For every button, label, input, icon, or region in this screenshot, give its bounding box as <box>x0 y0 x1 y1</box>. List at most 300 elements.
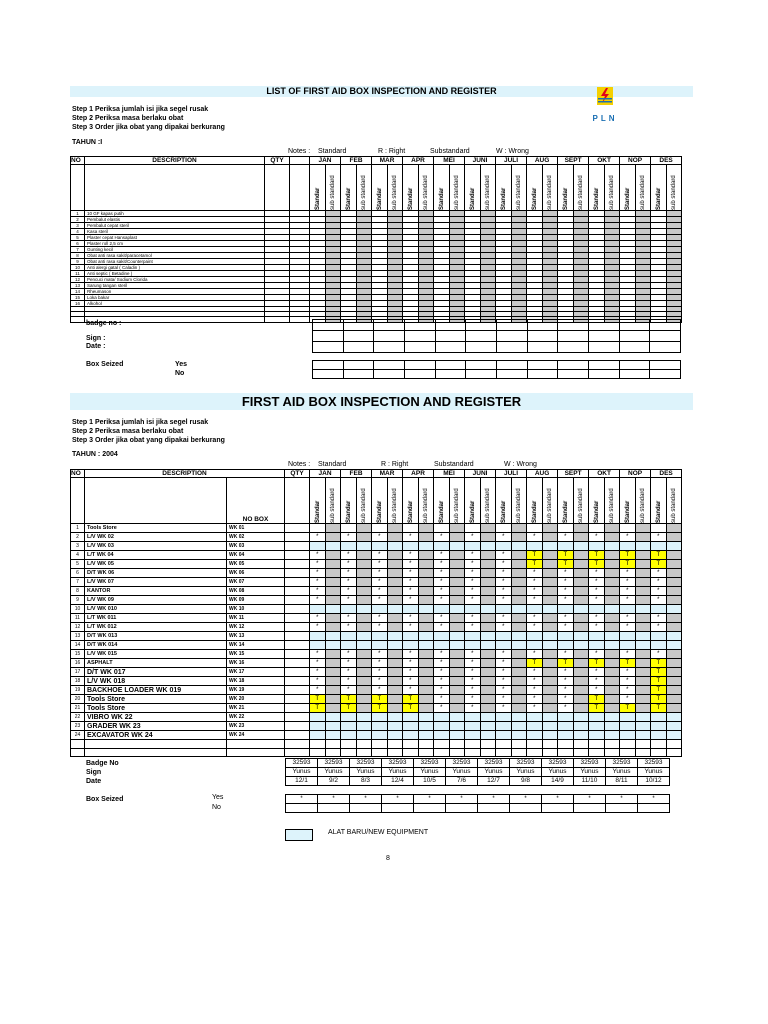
mark-cell <box>496 731 512 740</box>
month-header: MAR <box>372 157 403 165</box>
bottom-title: FIRST AID BOX INSPECTION AND REGISTER <box>70 393 693 410</box>
mark-cell: * <box>341 650 357 659</box>
mark-cell: * <box>465 695 481 704</box>
mark-cell <box>310 731 326 740</box>
mark-cell: * <box>496 614 512 623</box>
mark-cell: * <box>589 614 605 623</box>
sign-cell: Yunus <box>318 768 350 777</box>
top-inspection-table <box>70 156 682 323</box>
row-box: WK 01 <box>227 524 285 533</box>
mark-cell: * <box>558 623 574 632</box>
sub-substandard-label: sub standard <box>635 478 651 524</box>
item-no: 6 <box>71 241 85 247</box>
mark-cell <box>434 632 450 641</box>
sign-cell: Yunus <box>638 768 670 777</box>
table-row <box>71 533 682 542</box>
mark-cell: * <box>434 578 450 587</box>
sub-standard-label: Standar <box>403 478 419 524</box>
mark-cell <box>403 542 419 551</box>
sub-standard-label: Standar <box>651 165 667 211</box>
mark-cell <box>651 713 667 722</box>
mark-cell <box>403 524 419 533</box>
table-row <box>71 668 682 677</box>
table-row <box>286 759 670 768</box>
mark-cell: * <box>651 623 667 632</box>
month-header: SEPT <box>558 470 589 478</box>
table-row <box>71 713 682 722</box>
sign-cell: Yunus <box>446 768 478 777</box>
sign-cell: Yunus <box>574 768 606 777</box>
badge-cell: 32593 <box>638 759 670 768</box>
mark-cell <box>558 641 574 650</box>
mark-cell: * <box>434 704 450 713</box>
mark-cell: * <box>403 677 419 686</box>
mark-cell: * <box>558 677 574 686</box>
mark-cell: * <box>403 659 419 668</box>
table-row <box>71 578 682 587</box>
mark-cell: * <box>403 614 419 623</box>
mark-cell <box>620 524 636 533</box>
mark-cell <box>496 542 512 551</box>
mark-cell: * <box>589 668 605 677</box>
mark-cell: T <box>403 695 419 704</box>
mark-cell: * <box>620 533 636 542</box>
mark-cell: * <box>465 569 481 578</box>
bottom-seize-table <box>285 794 670 813</box>
row-box: WK 22 <box>227 713 285 722</box>
bottom-badge-label: Badge No <box>86 760 119 767</box>
mark-cell: * <box>651 596 667 605</box>
item-desc: Sarung tangan steril <box>85 283 265 289</box>
mark-cell: * <box>372 596 388 605</box>
row-box: WK 15 <box>227 650 285 659</box>
sub-substandard-label: sub standard <box>325 165 341 211</box>
mark-cell: T <box>589 695 605 704</box>
sub-substandard-label: sub standard <box>418 478 434 524</box>
mark-cell: T <box>620 659 636 668</box>
mark-cell <box>527 524 543 533</box>
mark-cell: * <box>465 659 481 668</box>
mark-cell: * <box>310 650 326 659</box>
mark-cell <box>372 524 388 533</box>
mark-cell: * <box>527 569 543 578</box>
sub-standard-label: Standar <box>372 165 388 211</box>
pln-logo-text: PLN <box>592 114 618 123</box>
mark-cell: * <box>558 650 574 659</box>
mark-cell: * <box>465 551 481 560</box>
mark-cell: * <box>372 533 388 542</box>
date-cell: 10/5 <box>414 777 446 786</box>
month-header: SEPT <box>558 157 589 165</box>
mark-cell: * <box>465 668 481 677</box>
mark-cell: * <box>434 650 450 659</box>
sign-cell: Yunus <box>478 768 510 777</box>
mark-cell <box>527 542 543 551</box>
row-box: WK 20 <box>227 695 285 704</box>
sub-substandard-label: sub standard <box>511 165 527 211</box>
mark-cell <box>558 542 574 551</box>
table-row <box>71 740 682 749</box>
item-desc: Rheumason <box>85 289 265 295</box>
month-header: DES <box>651 157 682 165</box>
mark-cell: * <box>496 551 512 560</box>
mark-cell: * <box>496 623 512 632</box>
mark-cell: * <box>558 704 574 713</box>
mark-cell: * <box>558 668 574 677</box>
mark-cell <box>403 722 419 731</box>
sub-substandard-label: sub standard <box>449 478 465 524</box>
mark-cell <box>403 731 419 740</box>
row-desc: L/V WK 07 <box>85 578 227 587</box>
mark-cell <box>527 632 543 641</box>
mark-cell <box>651 632 667 641</box>
mark-cell: * <box>589 623 605 632</box>
mark-cell: * <box>372 659 388 668</box>
row-no: 21 <box>71 704 85 713</box>
mark-cell: * <box>434 686 450 695</box>
sub-standard-label: Standar <box>465 165 481 211</box>
mark-cell: T <box>372 695 388 704</box>
mark-cell: * <box>527 686 543 695</box>
top-box-seized-label: Box Seized <box>86 361 124 368</box>
row-no: 24 <box>71 731 85 740</box>
mark-cell <box>620 731 636 740</box>
seized-yes-cell: * <box>606 795 638 804</box>
mark-cell <box>496 605 512 614</box>
sub-substandard-label: sub standard <box>480 165 496 211</box>
sub-standard-label: Standar <box>620 165 636 211</box>
mark-cell: * <box>558 587 574 596</box>
mark-cell: * <box>527 695 543 704</box>
badge-cell: 32593 <box>446 759 478 768</box>
row-desc: D/T WK 06 <box>85 569 227 578</box>
mark-cell <box>372 722 388 731</box>
bottom-note-wrong: W : Wrong <box>504 461 537 468</box>
mark-cell <box>589 632 605 641</box>
row-desc: L/V WK 018 <box>85 677 227 686</box>
mark-cell: * <box>651 614 667 623</box>
sub-standard-label: Standar <box>496 165 512 211</box>
seized-yes-cell: * <box>574 795 606 804</box>
item-no: 5 <box>71 235 85 241</box>
mark-cell: * <box>527 533 543 542</box>
table-row <box>71 478 682 524</box>
sign-cell: Yunus <box>606 768 638 777</box>
row-desc: VIBRO WK 22 <box>85 713 227 722</box>
mark-cell <box>372 713 388 722</box>
mark-cell: T <box>341 695 357 704</box>
mark-cell: * <box>558 614 574 623</box>
row-box: WK 02 <box>227 533 285 542</box>
row-desc: L/V WK 010 <box>85 605 227 614</box>
mark-cell <box>310 722 326 731</box>
row-no: 10 <box>71 605 85 614</box>
row-no: 4 <box>71 551 85 560</box>
badge-cell: 32593 <box>574 759 606 768</box>
seized-yes-cell: * <box>542 795 574 804</box>
mark-cell: * <box>527 587 543 596</box>
seized-yes-cell: * <box>510 795 542 804</box>
sub-substandard-label: sub standard <box>325 478 341 524</box>
mark-cell: * <box>341 668 357 677</box>
table-row <box>71 748 682 757</box>
mark-cell: T <box>651 695 667 704</box>
mark-cell: * <box>589 578 605 587</box>
mark-cell: * <box>434 623 450 632</box>
mark-cell: * <box>403 533 419 542</box>
mark-cell: * <box>434 587 450 596</box>
mark-cell: * <box>527 596 543 605</box>
mark-cell: T <box>310 704 326 713</box>
month-header: JAN <box>310 470 341 478</box>
mark-cell <box>527 641 543 650</box>
mark-cell <box>558 605 574 614</box>
mark-cell <box>434 731 450 740</box>
mark-cell <box>465 632 481 641</box>
mark-cell: T <box>589 659 605 668</box>
mark-cell <box>465 605 481 614</box>
mark-cell: * <box>310 560 326 569</box>
mark-cell: * <box>620 596 636 605</box>
table-row <box>71 632 682 641</box>
date-cell: 7/6 <box>446 777 478 786</box>
page-number: 8 <box>386 855 390 862</box>
month-header: FEB <box>341 470 372 478</box>
mark-cell: * <box>310 587 326 596</box>
mark-cell <box>310 632 326 641</box>
table-row <box>71 596 682 605</box>
sign-cell: Yunus <box>414 768 446 777</box>
step-3: Step 3 Order jika obat yang dipakai berkurang <box>72 124 225 131</box>
sub-substandard-label: sub standard <box>449 165 465 211</box>
step-2: Step 2 Periksa masa berlaku obat <box>72 428 184 435</box>
item-no: 1 <box>71 211 85 217</box>
month-header: APR <box>403 470 434 478</box>
mark-cell <box>620 632 636 641</box>
mark-cell <box>341 713 357 722</box>
mark-cell <box>558 713 574 722</box>
table-row <box>71 731 682 740</box>
mark-cell: * <box>310 677 326 686</box>
table-row <box>286 804 670 813</box>
sub-standard-label: Standar <box>496 478 512 524</box>
table-row <box>286 777 670 786</box>
mark-cell <box>310 641 326 650</box>
row-box: WK 09 <box>227 596 285 605</box>
mark-cell: * <box>372 677 388 686</box>
badge-cell: 32593 <box>478 759 510 768</box>
sign-cell: Yunus <box>382 768 414 777</box>
col-qty: QTY <box>285 470 310 478</box>
mark-cell: * <box>434 569 450 578</box>
mark-cell <box>341 632 357 641</box>
mark-cell <box>465 722 481 731</box>
item-no: 8 <box>71 253 85 259</box>
row-desc: D/T WK 014 <box>85 641 227 650</box>
mark-cell: * <box>403 623 419 632</box>
row-no: 7 <box>71 578 85 587</box>
mark-cell: T <box>310 695 326 704</box>
mark-cell: T <box>589 551 605 560</box>
mark-cell <box>372 632 388 641</box>
mark-cell <box>620 641 636 650</box>
mark-cell: T <box>651 704 667 713</box>
item-desc: Anti septic ( Betadine ) <box>85 271 265 277</box>
mark-cell: * <box>651 587 667 596</box>
mark-cell: * <box>465 677 481 686</box>
bottom-note-substandard: Substandard <box>434 461 474 468</box>
mark-cell <box>403 641 419 650</box>
mark-cell: * <box>620 578 636 587</box>
row-box: WK 14 <box>227 641 285 650</box>
table-row <box>286 795 670 804</box>
mark-cell: * <box>496 704 512 713</box>
item-no: 15 <box>71 295 85 301</box>
mark-cell: * <box>310 578 326 587</box>
mark-cell: * <box>620 614 636 623</box>
mark-cell: * <box>620 668 636 677</box>
row-no: 3 <box>71 542 85 551</box>
date-cell: 12/1 <box>286 777 318 786</box>
date-cell: 9/8 <box>510 777 542 786</box>
mark-cell <box>496 632 512 641</box>
row-desc: Tools Store <box>85 695 227 704</box>
mark-cell: * <box>434 596 450 605</box>
top-note-substandard: Substandard <box>430 148 470 155</box>
row-desc: ASPHALT <box>85 659 227 668</box>
top-tahun: TAHUN :I <box>72 139 103 146</box>
mark-cell <box>496 713 512 722</box>
mark-cell: * <box>403 551 419 560</box>
sub-standard-label: Standar <box>341 478 357 524</box>
mark-cell: * <box>372 668 388 677</box>
row-no: 11 <box>71 614 85 623</box>
top-steps <box>72 105 225 132</box>
item-no: 14 <box>71 289 85 295</box>
table-row <box>71 524 682 533</box>
seized-yes-cell: * <box>382 795 414 804</box>
mark-cell: * <box>527 650 543 659</box>
row-no: 1 <box>71 524 85 533</box>
badge-cell: 32593 <box>382 759 414 768</box>
mark-cell: T <box>558 659 574 668</box>
pln-logo-icon <box>590 86 620 108</box>
row-desc: KANTOR <box>85 587 227 596</box>
mark-cell: * <box>496 533 512 542</box>
mark-cell <box>589 731 605 740</box>
mark-cell: T <box>651 686 667 695</box>
month-header: AUG <box>527 470 558 478</box>
mark-cell <box>651 731 667 740</box>
sub-standard-label: Standar <box>434 165 450 211</box>
month-header: JUNI <box>465 157 496 165</box>
mark-cell: * <box>496 569 512 578</box>
mark-cell <box>310 542 326 551</box>
row-box: WK 19 <box>227 686 285 695</box>
row-no: 15 <box>71 650 85 659</box>
month-header: OKT <box>589 157 620 165</box>
sub-standard-label: Standar <box>434 478 450 524</box>
bottom-yes-label: Yes <box>212 794 224 801</box>
row-no: 20 <box>71 695 85 704</box>
table-row <box>313 331 681 342</box>
row-box: WK 23 <box>227 722 285 731</box>
mark-cell: * <box>434 659 450 668</box>
month-header: JULI <box>496 157 527 165</box>
row-no: 23 <box>71 722 85 731</box>
step-3: Step 3 Order jika obat yang dipakai berkurang <box>72 437 225 444</box>
mark-cell: * <box>372 587 388 596</box>
sub-substandard-label: sub standard <box>387 165 403 211</box>
mark-cell: * <box>310 659 326 668</box>
month-header: DES <box>651 470 682 478</box>
mark-cell <box>465 731 481 740</box>
mark-cell <box>434 542 450 551</box>
sub-substandard-label: sub standard <box>604 165 620 211</box>
mark-cell: * <box>589 650 605 659</box>
mark-cell <box>341 641 357 650</box>
bottom-notes-label: Notes : <box>288 461 311 468</box>
mark-cell: * <box>310 623 326 632</box>
bottom-sign-table <box>285 758 670 786</box>
item-desc: Pembalut elastis <box>85 217 265 223</box>
sub-standard-label: Standar <box>558 165 574 211</box>
mark-cell: T <box>527 659 543 668</box>
mark-cell: * <box>620 650 636 659</box>
sign-cell: Yunus <box>286 768 318 777</box>
mark-cell: * <box>341 569 357 578</box>
mark-cell: * <box>620 623 636 632</box>
mark-cell <box>372 605 388 614</box>
mark-cell <box>403 713 419 722</box>
mark-cell <box>589 722 605 731</box>
row-desc: Tools Store <box>85 524 227 533</box>
mark-cell: * <box>372 578 388 587</box>
col-description: DESCRIPTION <box>85 157 265 165</box>
mark-cell <box>620 713 636 722</box>
top-badge-label: badge no : <box>86 320 122 327</box>
mark-cell: * <box>465 650 481 659</box>
top-note-standard: Standard <box>318 148 347 155</box>
mark-cell: * <box>496 668 512 677</box>
badge-cell: 32593 <box>286 759 318 768</box>
item-no: 4 <box>71 229 85 235</box>
mark-cell <box>434 605 450 614</box>
mark-cell: * <box>434 533 450 542</box>
item-no: 11 <box>71 271 85 277</box>
row-no: 5 <box>71 560 85 569</box>
col-no: NO <box>71 470 85 478</box>
mark-cell <box>651 641 667 650</box>
sub-substandard-label: sub standard <box>542 165 558 211</box>
date-cell: 8/11 <box>606 777 638 786</box>
top-note-right: R : Right <box>378 148 406 155</box>
mark-cell: * <box>465 704 481 713</box>
mark-cell: * <box>372 686 388 695</box>
mark-cell <box>589 713 605 722</box>
sub-standard-label: Standar <box>589 165 605 211</box>
mark-cell: * <box>589 596 605 605</box>
mark-cell <box>589 641 605 650</box>
mark-cell: * <box>372 560 388 569</box>
sub-standard-label: Standar <box>310 478 326 524</box>
table-row <box>71 650 682 659</box>
legend-swatch <box>285 829 313 841</box>
mark-cell: * <box>620 686 636 695</box>
table-row <box>71 641 682 650</box>
table-row <box>71 659 682 668</box>
mark-cell: T <box>558 551 574 560</box>
